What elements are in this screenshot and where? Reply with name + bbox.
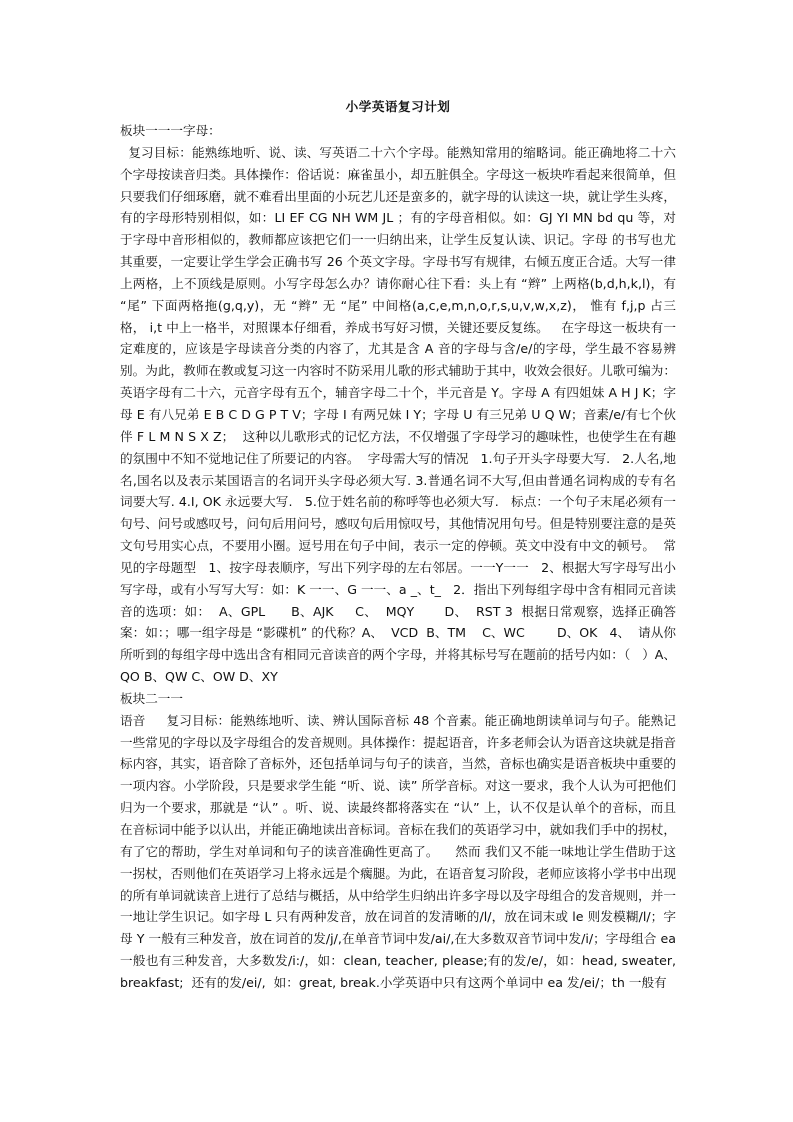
section-heading-phonetics: 板块二一一	[120, 690, 183, 706]
document-title: 小学英语复习计划	[345, 99, 451, 114]
section-paragraph-letters: 复习目标：能熟练地听、说、读、写英语二十六个字母。能熟知常用的缩略词。能正确地将二十六个字母按读音归类。具体操作：俗话说：麻雀虽小，却五脏俱全。字母这一板块咋看起来很简单，但只要我们仔细琢磨，就不难看出里面的小玩艺儿还是蛮多的，就字母的认读这一块，就让学生头疼，有的字母形特别相似，如：LI EF CG NH WM JL ；有的字母音相似。如：GJ YI MN bd qu 等，对于字母中音形相似的，教师都应该把它们一一归纳出来，让学生反复认读、识记。字母 的书写也尤其重要，一定要让学生学会正确书写 26 个英文字母。字母书写有规律，右倾五度正合适。大写一律上两格，上不顶线是原则。小写字母怎么办？请你耐心往下看：头上有 “辫” 上两格(b,d,h,k,l)，有 “尾” 下面两格拖(g,q,y)，无 “辫” 无 “尾” 中间格(a,c,e,m,n,o,r,s,u,v,w,x,z)， 惟有 f,j,p 占三格， i,t 中上一格半，对照课本仔细看，养成书写好习惯，关键还要反复练。 在字母这一板块有一定难度的，应该是字母读音分类的内容了，尤其是含 A 音的字母与含/e/的字母，学生最不容易辨别。为此，教师在教或复习这一内容时不防采用儿歌的形式辅助于其中，收效会很好。儿歌可编为：英语字母有二十六，元音字母有五个，辅音字母二十个，半元音是 Y。字母 A 有四姐妹 A H J K；字母 E 有八兄弟 E B C D G P T V；字母 I 有两兄妹 I Y；字母 U 有三兄弟 U Q W；音素/e/有七个伙伴 F L M N S X Z； 这种以儿歌形式的记忆方法，不仅增强了字母学习的趣味性，也使学生在有趣的氛围中不知不觉地记住了所要记的内容。 字母需大写的情况 1.句子开头字母要大写. 2.人名,地名,国名以及表示某国语言的名词开头字母必须大写. 3.普通名词不大写,但由普通名词构成的专有名词要大写. 4.I, OK 永远要大写. 5.位于姓名前的称呼等也必须大写. 标点：一个句子末尾必须有一句号、问号或感叹号，问句后用问号，感叹句后用惊叹号，其他情况用句号。但是特别要注意的是英文句号用实心点，不要用小圈。逗号用在句子中间，表示一定的停顿。英文中没有中文的顿号。 常见的字母题型 1、按字母表顺序，写出下列字母的左右邻居。一一Y一一 2、根据大写字母写出小写字母，或有小写写大写：如：K 一一、G 一一、a _、t_ 2．指出下列每组字母中含有相同元音读音的选项：如： A、GPL B、AJK C、 MQY D、 RST 3 根据日常观察，选择正确答案：如：；哪一组字母是 “影碟机” 的代称？A、 VCD B、TM C、WC D、OK 4、 请从你所听到的每组字母中选出含有相同元音读音的两个字母，并将其标号写在题前的括号内如：（ ）A、QO B、QW C、OW D、XY	[120, 144, 681, 685]
section-heading-letters: 板块一一一字母：	[120, 123, 221, 138]
document-page	[120, 96, 681, 994]
section-paragraph-phonetics: 语音 复习目标：能熟练地听、读、辨认国际音标 48 个音素。能正确地朗读单词与句子。能熟记一些常见的字母以及字母组合的发音规则。具体操作：提起语音，许多老师会认为语音这块就是指音标内容，其实，语音除了音标外，还包括单词与句子的读音，当然，音标也确实是语音板块中重要的一项内容。小学阶段，只是要求学生能 “听、说、读” 所学音标。对这一要求，我个人认为可把他们归为一个要求，那就是 “认” 。听、说、读最终都将落实在 “认” 上，认不仅是认单个的音标，而且在音标词中能予以认出，并能正确地读出音标词。音标在我们的英语学习中，就如我们手中的拐杖，有了它的帮助，学生对单词和句子的读音准确性更高了。 然而 我们又不能一味地让学生借助于这一拐杖，否则他们在英语学习上将永远是个瘸腿。为此，在语音复习阶段，老师应该将小学书中出现的所有单词就读音上进行了总结与概括，从中给学生归纳出许多字母以及字母组合的发音规则，并一一地让学生识记。如字母 L 只有两种发音，放在词首的发清晰的/l/，放在词末或 le 则发模糊/l/；字母 Y 一般有三种发音，放在词首的发/j/,在单音节词中发/ai/,在大多数双音节词中发/i/；字母组合 ea 一般也有三种发音，大多数发/i:/，如：clean, teacher, please;有的发/e/，如：head, sweater, breakfast; 还有的发/ei/, 如：great, break.小学英语中只有这两个单词中 ea 发/ei/；th 一般有	[120, 712, 681, 990]
